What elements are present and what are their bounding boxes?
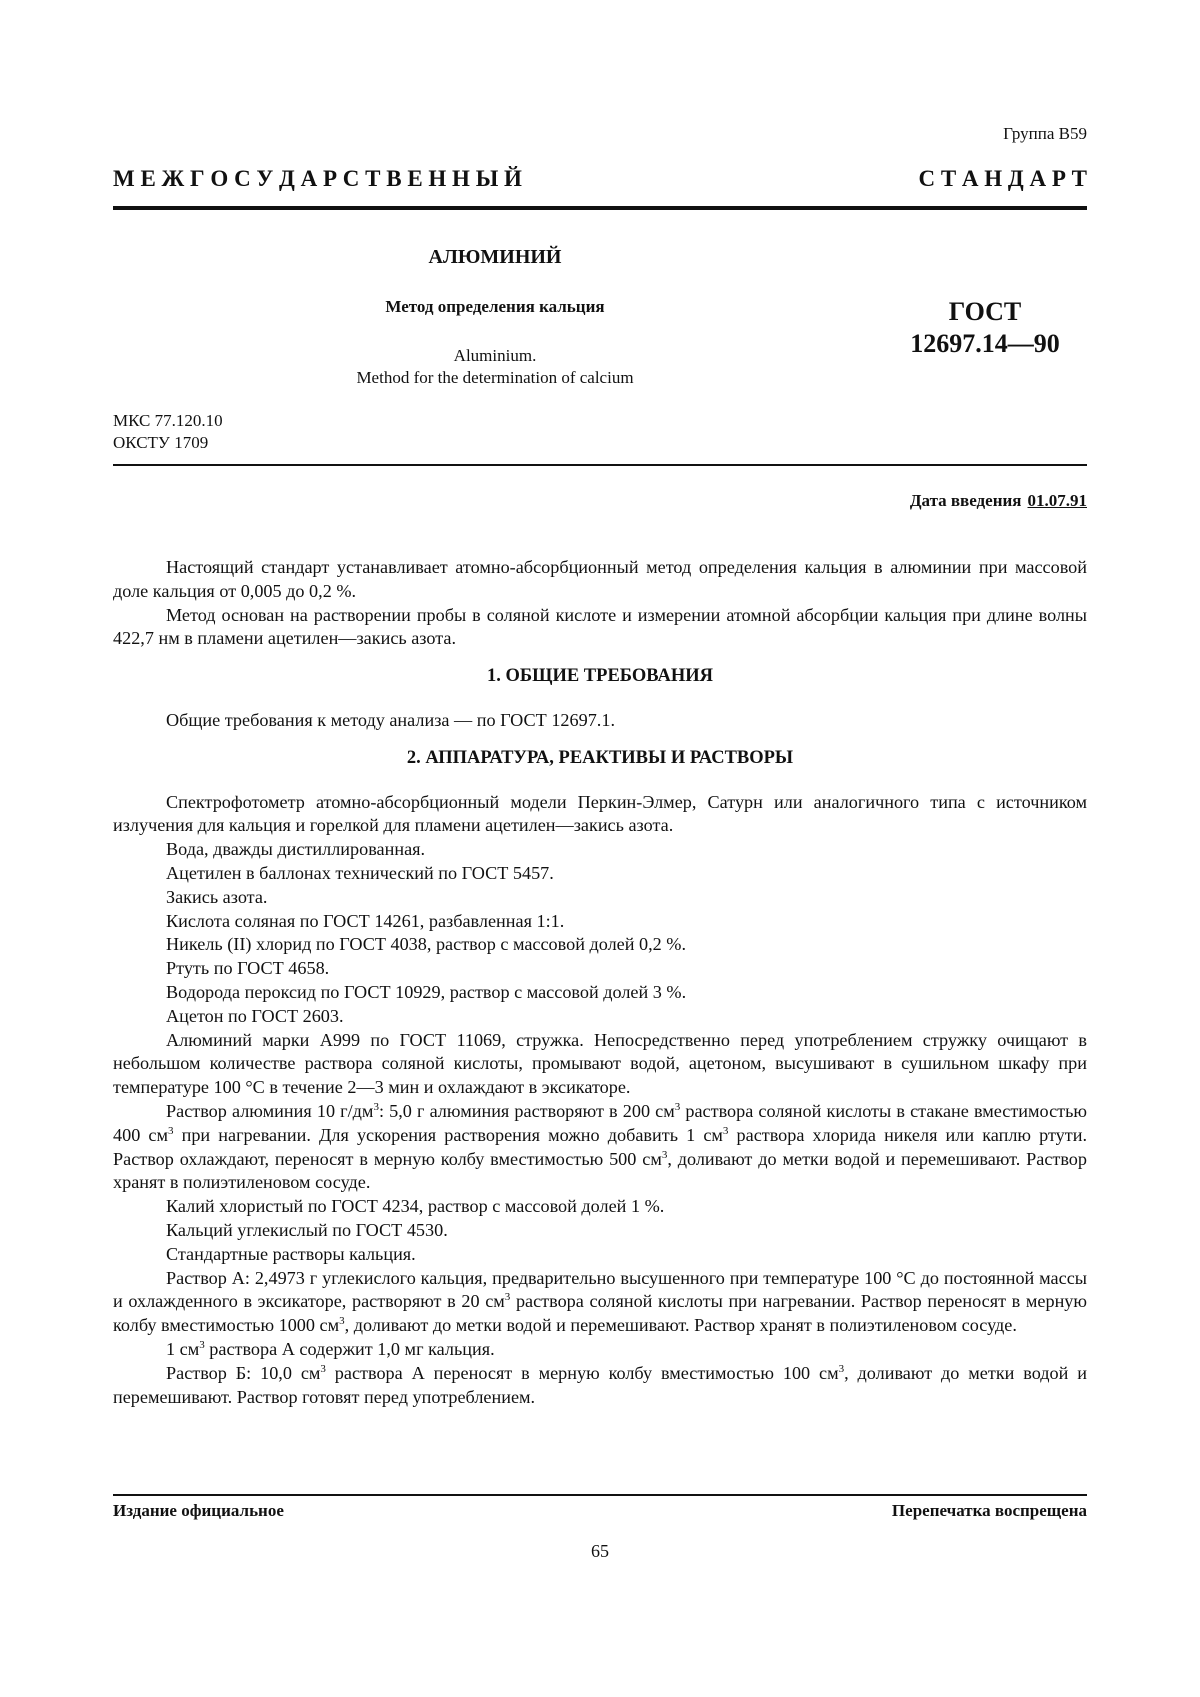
- paragraph-solution-b: Раствор Б: 10,0 $см^3$ раствора А переносят в мерную колбу вместимостью 100 $см^3$, доливают до метки водой и перемешивают. Раствор готовят перед употреблением.: [113, 1362, 1087, 1407]
- paragraph: Кальций углекислый по ГОСТ 4530.: [166, 1219, 448, 1240]
- paragraph-aluminium-solution: Раствор алюминия 10 $г/дм^3$: 5,0 г алюминия растворяют в 200 $см^3$ раствора соляной кислоты в стакане вместимостью 400 $см^3$ при нагревании. Для ускорения растворения можно добавить 1 $см^3$ раствора хлорида никеля или каплю ртути. Раствор охлаждают, переносят в мерную колбу вместимостью 500 $см^3$, доливают до метки водой и перемешивают. Раствор хранят в полиэтиленовом сосуде.: [113, 1100, 1088, 1193]
- classification-codes: [113, 410, 223, 454]
- paragraph: Водорода пероксид по ГОСТ 10929, раствор с массовой долей 3 %.: [166, 981, 687, 1002]
- mks-code: МКС 77.120.10: [113, 411, 223, 430]
- english-title: [250, 345, 740, 389]
- official-edition-note: Издание официальное: [113, 1501, 284, 1520]
- okstu-code: ОКСТУ 1709: [113, 433, 209, 452]
- paragraph: Кислота соляная по ГОСТ 14261, разбавленная 1:1.: [166, 910, 565, 931]
- paragraph: Вода, дважды дистиллированная.: [166, 839, 426, 860]
- paragraph: Ацетилен в баллонах технический по ГОСТ 5457.: [166, 862, 554, 883]
- paragraph: Ртуть по ГОСТ 4658.: [166, 958, 330, 979]
- paragraph-solution-a-content: 1 $см^3$ раствора А содержит 1,0 мг кальция.: [166, 1338, 495, 1359]
- paragraph: Стандартные растворы кальция.: [166, 1243, 416, 1264]
- group-code: Группа В59: [1003, 124, 1087, 143]
- section-heading-2: 2. АППАРАТУРА, РЕАКТИВЫ И РАСТВОРЫ: [406, 747, 794, 768]
- reprint-prohibited-note: Перепечатка воспрещена: [891, 1501, 1087, 1520]
- header-rule: [113, 206, 1087, 210]
- paragraph: Настоящий стандарт устанавливает атомно-абсорбционный метод определения кальция в алюминии при массовой доле кальция от 0,005 до 0,2 %.: [113, 557, 1087, 601]
- footer-rule: [113, 1494, 1087, 1496]
- paragraph: Метод основан на растворении пробы в соляной кислоте и измерении атомной абсорбции кальция при длине волны 422,7 нм в пламени ацетилен—закись азота.: [113, 604, 1087, 649]
- introduction-date: [910, 491, 1087, 511]
- interstate-standard-banner: [113, 166, 1087, 192]
- paragraph: Никель (II) хлорид по ГОСТ 4038, раствор с массовой долей 0,2 %.: [166, 934, 687, 955]
- paragraph: Общие требования к методу анализа — по ГОСТ 12697.1.: [166, 709, 615, 730]
- banner-word-2: С Т А Н Д А Р Т: [918, 166, 1087, 191]
- document-title: АЛЮМИНИЙ: [428, 246, 562, 268]
- gost-number: [880, 296, 1090, 360]
- introduction-date-value: 01.07.91: [1027, 491, 1087, 510]
- gost-label: ГОСТ: [948, 297, 1022, 326]
- paragraph: Спектрофотометр атомно-абсорбционный модели Перкин-Элмер, Сатурн или аналогичного типа с источником излучения для кальция и горелкой для пламени ацетилен—закись азота.: [113, 791, 1087, 836]
- title-block-rule: [113, 464, 1087, 466]
- paragraph: Ацетон по ГОСТ 2603.: [166, 1005, 344, 1026]
- gost-code: 12697.14—90: [910, 329, 1060, 358]
- document-subtitle: Метод определения кальция: [385, 297, 605, 316]
- document-body: [113, 556, 1087, 1409]
- page-number: 65: [591, 1541, 609, 1561]
- english-title-line-2: Method for the determination of calcium: [356, 368, 634, 387]
- introduction-date-label: Дата введения: [909, 491, 1022, 510]
- paragraph-solution-a: Раствор А: 2,4973 г углекислого кальция, предварительно высушенного при температуре 100 °С до постоянной массы и охлажденного в эксикаторе, растворяют в 20 $см^3$ раствора соляной кислоты при нагревании. Раствор переносят в мерную колбу вместимостью 1000 $см^3$, доливают до метки водой и перемешивают. Раствор хранят в полиэтиленовом сосуде.: [113, 1267, 1087, 1336]
- english-title-line-1: Aluminium.: [453, 346, 537, 365]
- paragraph: Калий хлористый по ГОСТ 4234, раствор с массовой долей 1 %.: [166, 1196, 665, 1217]
- section-heading-1: 1. ОБЩИЕ ТРЕБОВАНИЯ: [487, 666, 713, 687]
- paragraph: Закись азота.: [166, 886, 268, 907]
- paragraph: Алюминий марки А999 по ГОСТ 11069, стружка. Непосредственно перед употреблением стружку очищают в небольшом количестве раствора соляной кислоты, промывают водой, ацетоном, высушивают в сушильном шкафу при температуре 100 °С в течение 2—3 мин и охлаждают в эксикаторе.: [113, 1029, 1087, 1098]
- banner-word-1: М Е Ж Г О С У Д А Р С Т В Е Н Н Ы Й: [113, 166, 522, 191]
